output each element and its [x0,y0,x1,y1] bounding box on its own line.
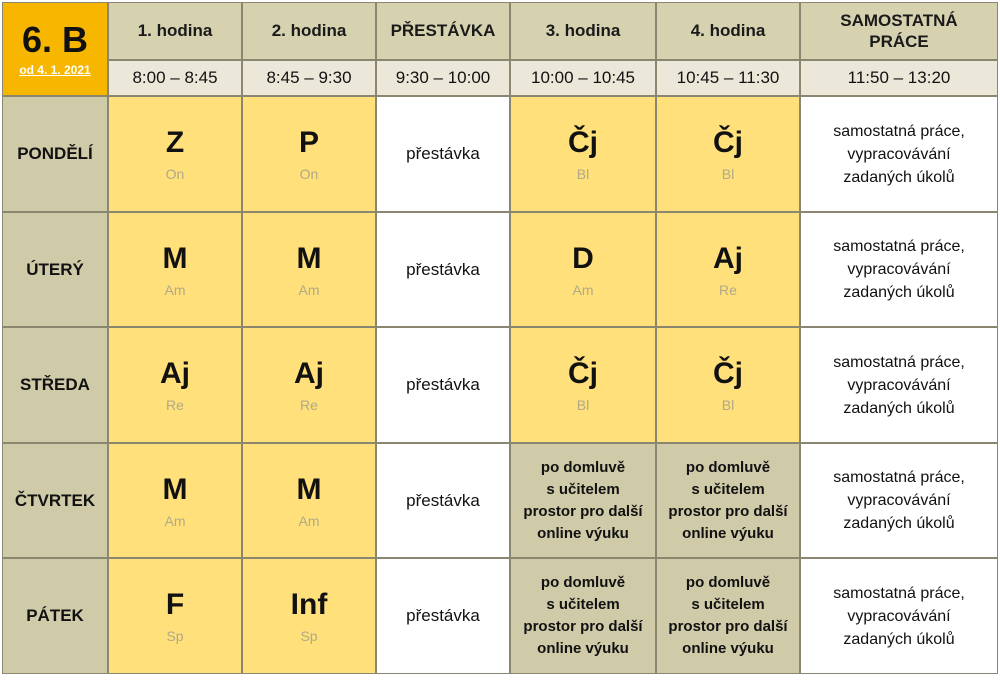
lesson-cell [108,327,242,443]
subject-code: Čj [568,126,598,159]
self-study-line: vypracovávání [847,261,951,278]
self-study-line: samostatná práce, [833,584,965,602]
break-text: přestávka [406,144,480,163]
subject-code: D [572,241,594,275]
consultation-cell [510,443,656,558]
self-study-cell [800,327,998,443]
break-cell [376,327,510,443]
teacher-code: Sp [300,628,318,644]
self-study-line: zadaných úkolů [843,168,955,186]
lesson-cell [656,96,800,212]
lesson-cell [108,558,242,674]
time-lesson-3: 10:00 – 10:45 [510,60,656,96]
day-name: PONDĚLÍ [17,144,93,163]
lesson-cell [242,558,376,674]
time-self-study: 11:50 – 13:20 [800,60,998,96]
subject-code: Aj [160,357,190,390]
self-study-line: samostatná práce, [833,122,965,140]
self-study-line: zadaných úkolů [843,630,955,648]
header-lesson-4: 4. hodina [656,2,800,60]
time-lesson-1: 8:00 – 8:45 [108,60,242,96]
consult-line: prostor pro další [523,502,643,520]
timetable [2,2,998,678]
consult-line: po domluvě [540,458,626,476]
consult-line: online výuku [682,524,774,542]
self-study-cell [800,96,998,212]
break-cell [376,558,510,674]
lesson-cell [510,96,656,212]
teacher-code: On [299,166,319,182]
lesson-cell [108,443,242,558]
lesson-cell [510,327,656,443]
consult-line: s učitelem [691,480,765,498]
day-name: ČTVRTEK [14,490,96,510]
teacher-code: Re [300,397,318,413]
teacher-code: Bl [721,166,735,182]
header-lesson-2: 2. hodina [242,2,376,60]
subject-code: P [298,126,319,159]
header-self-study: SAMOSTATNÁ PRÁCE [800,2,998,60]
teacher-code: Sp [166,628,184,644]
teacher-code: Am [572,281,594,298]
subject-code: Čj [568,357,598,390]
self-study-line: zadaných úkolů [843,399,955,417]
subject-code: Aj [294,357,324,390]
self-study-line: vypracovávání [847,145,951,163]
lesson-cell [242,443,376,558]
day-label [2,212,108,327]
consult-line: s učitelem [691,596,765,613]
day-label [2,327,108,443]
break-cell [376,96,510,212]
class-name: 6. B [21,19,89,60]
subject-code: Aj [713,241,743,275]
self-study-line: vypracovávání [847,492,951,509]
day-name: ÚTERÝ [26,259,84,279]
break-cell [376,212,510,327]
lesson-cell [108,212,242,327]
class-label-cell [2,2,108,96]
consult-line: s učitelem [546,596,620,613]
lesson-cell [656,212,800,327]
teacher-code: On [165,166,185,182]
break-text: přestávka [406,490,480,510]
break-text: přestávka [406,375,480,394]
day-name: PÁTEK [26,606,84,625]
teacher-code: Am [164,281,186,298]
self-study-line: vypracovávání [847,607,951,625]
subject-code: Čj [713,126,743,159]
break-text: přestávka [406,259,480,279]
consult-line: online výuku [682,640,774,657]
consult-line: prostor pro další [668,618,788,635]
consult-line: po domluvě [540,574,626,591]
teacher-code: Re [166,397,184,413]
self-study-line: zadaných úkolů [843,284,955,301]
subject-code: M [296,241,322,275]
day-label [2,558,108,674]
teacher-code: Bl [721,397,735,413]
self-study-cell [800,443,998,558]
teacher-code: Am [164,512,186,529]
header-break: PŘESTÁVKA [376,2,510,60]
consult-line: po domluvě [685,458,771,476]
lesson-cell [242,212,376,327]
day-label [2,443,108,558]
self-study-line: samostatná práce, [833,469,965,486]
subject-code: M [296,472,322,506]
teacher-code: Re [719,281,737,298]
lesson-cell [242,96,376,212]
consult-line: online výuku [537,524,629,542]
consultation-cell [656,443,800,558]
teacher-code: Am [298,281,320,298]
self-study-line: samostatná práce, [833,353,965,371]
header-lesson-3: 3. hodina [510,2,656,60]
time-lesson-4: 10:45 – 11:30 [656,60,800,96]
subject-code: Z [165,126,185,159]
consultation-cell [510,558,656,674]
self-study-line: vypracovávání [847,376,951,394]
subject-code: M [162,241,188,275]
self-study-cell [800,558,998,674]
consult-line: po domluvě [685,574,771,591]
teacher-code: Am [298,512,320,529]
break-cell [376,443,510,558]
time-break: 9:30 – 10:00 [376,60,510,96]
day-name: STŘEDA [20,375,90,394]
consult-line: prostor pro další [523,618,643,635]
teacher-code: Bl [576,397,590,413]
lesson-cell [108,96,242,212]
break-text: přestávka [406,606,480,625]
subject-code: Inf [290,588,328,621]
consult-line: prostor pro další [668,502,788,520]
self-study-line: zadaných úkolů [843,515,955,532]
subject-code: M [162,472,188,506]
lesson-cell [242,327,376,443]
self-study-cell [800,212,998,327]
consultation-cell [656,558,800,674]
consult-line: s učitelem [546,480,620,498]
lesson-cell [656,327,800,443]
subject-code: Čj [713,357,743,390]
header-lesson-1: 1. hodina [108,2,242,60]
consult-line: online výuku [537,640,629,657]
teacher-code: Bl [576,166,590,182]
valid-from-link[interactable]: od 4. 1. 2021 [19,63,91,77]
day-label [2,96,108,212]
self-study-line: samostatná práce, [833,238,965,255]
lesson-cell [510,212,656,327]
time-lesson-2: 8:45 – 9:30 [242,60,376,96]
subject-code: F [165,588,185,621]
